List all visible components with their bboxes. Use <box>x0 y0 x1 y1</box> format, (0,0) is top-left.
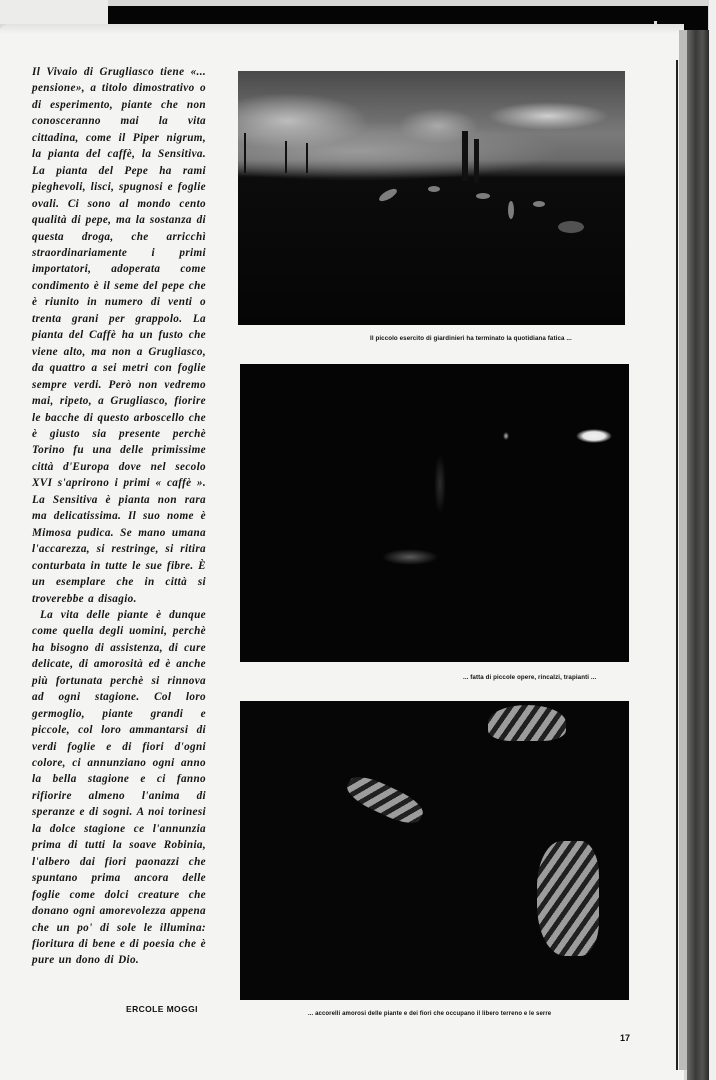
pole-shape <box>285 141 287 173</box>
leaf-highlight <box>533 201 545 207</box>
page-binding-light <box>679 30 687 1070</box>
leaf-highlight <box>476 193 490 199</box>
article-author: ERCOLE MOGGI <box>126 1004 198 1014</box>
article-text-column <box>32 64 206 969</box>
scan-right-edge <box>709 0 716 1080</box>
page-binding-spine <box>687 30 709 1080</box>
photo-gardener-striped-shirt <box>240 701 629 1000</box>
photo-gardeners-sky <box>238 71 625 325</box>
figure-shape <box>474 139 479 183</box>
page-top-shadow <box>0 24 684 34</box>
scan-paper-edge <box>0 0 108 24</box>
photo-caption-3: ... accorelli amorosi delle piante e dei fiori che occupano il libero terreno e le serre <box>308 1011 552 1017</box>
page-binding-line <box>676 60 678 1070</box>
striped-sleeve <box>537 841 599 956</box>
leaf-highlight <box>377 187 398 204</box>
article-paragraph-1: Il Vivaio di Grugliasco tiene «... pensione», a titolo dimostrativo o di esperimento, piante che non conosceranno mai la vita cittadina, come il Piper nigrum, la pianta del caffè, la Sensitiva. La pianta del Pepe ha rami pieghevoli, lisci, spugnosi e foglie ovali. Ci sono al mondo cento qualità di pepe, ma la sostanza di questa droga, che arricchì straordinariamente i primi importatori, adoperata come condimento è il seme del pepe che è riunito in numero di venti o trenta grani per grappolo. La pianta del Caffè ha un fusto che viene alto, ma non a Grugliasco, da quattro a sei metri con foglie sempre verdi. Però non vedremo mai, ripeto, a Grugliasco, fiorire le bacche di questo arboscello che è giusto sia presente perchè Torino fu una delle primissime città d'Europa dove nel secolo XVI s'aprirono i primi « caffè ». La Sensitiva è pianta non rara ma delicatissima. Il suo nome è Mimosa pudica. Se mano umana l'accarezza, si restringe, si ritira conturbata in tutte le sue fibre. È un esemplare che in città si troverebbe a disagio. <box>32 66 206 605</box>
photo-gardener-working <box>240 364 629 662</box>
leaf-highlight <box>558 221 584 233</box>
article-paragraph-2: La vita delle piante è dunque come quella degli uomini, perchè ha bisogno di assistenza, di cure delicate, di amorosità ed è anche più fortunata perchè si rinnova ad ogni stagione. Col loro germoglio, piante grandi e piccole, col loro ammantarsi di verdi foglie e di fiori d'ogni colore, ci annunziano ogni anno la bella stagione e ci fanno rifiorire almeno l'anima di speranze e di sogni. A noi torinesi la dolce stagione ce l'annunzia prima di tutti la soave Robinia, l'albero dai fiori paonazzi che spuntano prima ancora delle foglie come dolci creature che donano ogni amorevolezza appena che un po' di sole le illumina: fioritura di bene e di poesia che è pure un dono di Dio. <box>32 608 206 967</box>
leaf-highlight <box>428 186 440 192</box>
pole-shape <box>306 143 308 173</box>
photo-caption-1: Il piccolo esercito di giardinieri ha terminato la quotidiana fatica ... <box>370 335 572 342</box>
figure-shape <box>462 131 468 181</box>
pole-shape <box>244 133 246 173</box>
striped-shoulder <box>488 705 566 741</box>
page-number: 17 <box>620 1033 631 1043</box>
photo-caption-2: ... fatta di piccole opere, rincalzi, trapianti ... <box>463 674 597 681</box>
leaf-highlight <box>508 201 514 219</box>
